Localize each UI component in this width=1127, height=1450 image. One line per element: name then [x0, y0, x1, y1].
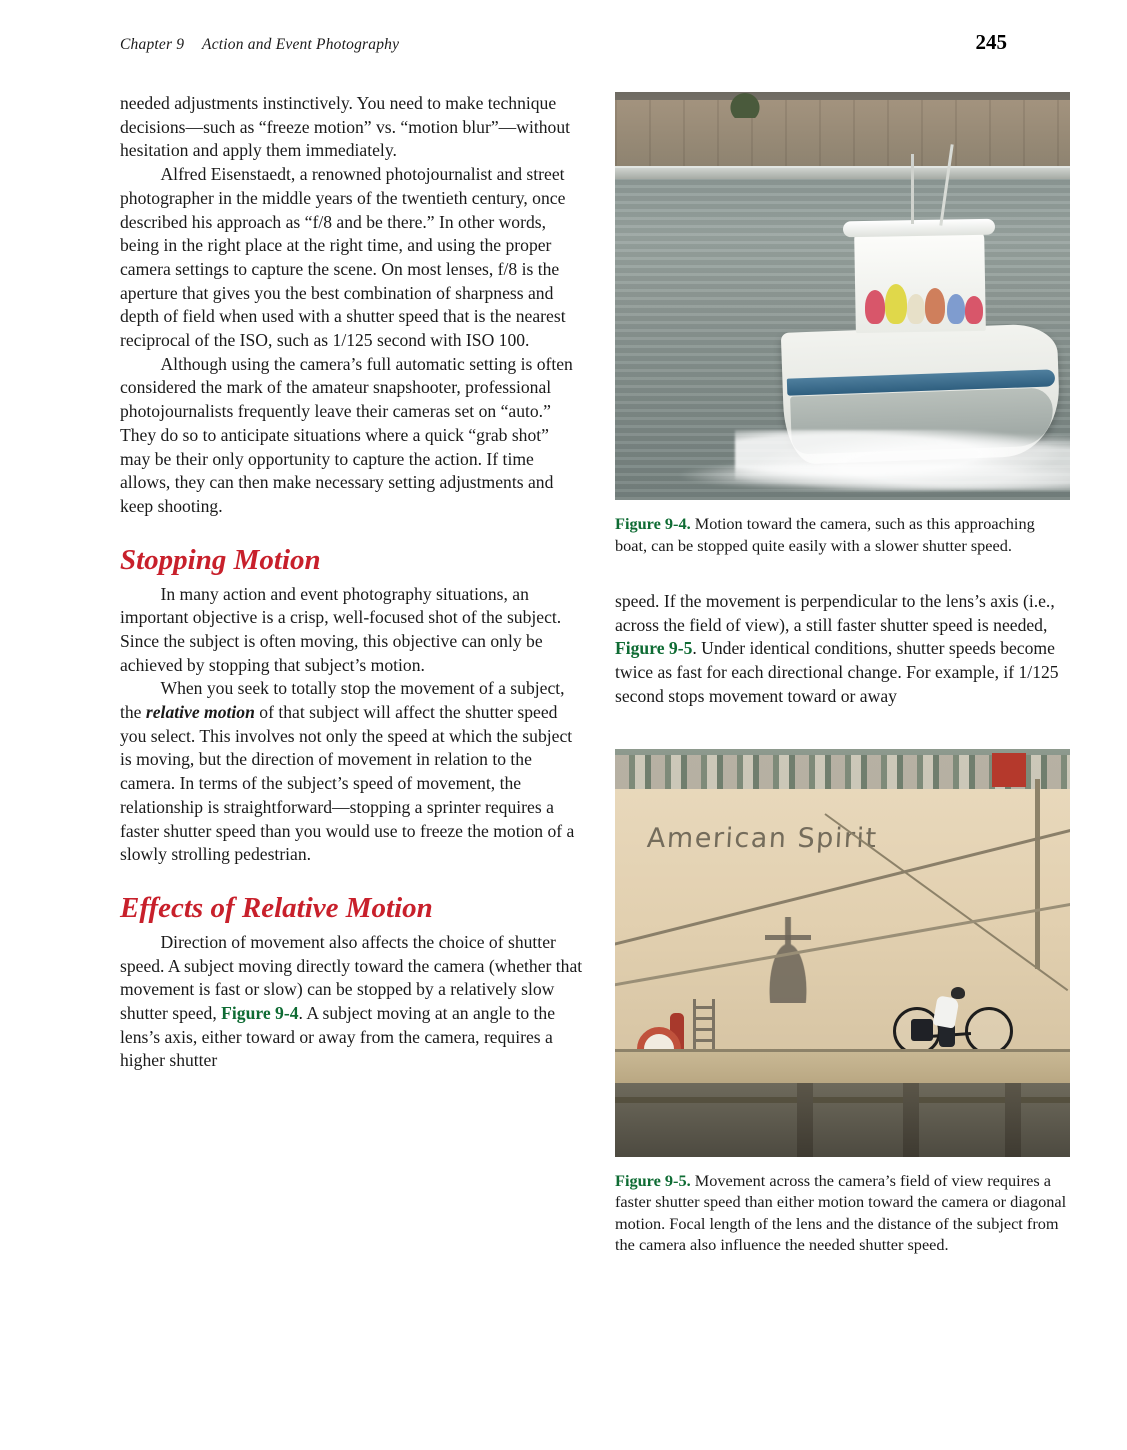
dock-piling — [1005, 1083, 1021, 1157]
figure-9-4-caption — [615, 513, 1070, 556]
boat-passengers — [863, 280, 991, 334]
caption-text: Movement across the camera’s field of view requires a faster shutter speed than either motion toward the camera or diagonal motion. Focal length of the lens and the distance of the subject from the camera also influence the needed shutter speed. — [615, 1170, 1067, 1255]
ship-name-lettering: American Spirit — [646, 822, 879, 854]
body-paragraph-direction — [120, 931, 583, 1073]
left-text-column — [120, 92, 583, 1073]
paragraph-text-part: of that subject will affect the shutter speed you select. This involves not only the speed at which the subject is moving, but the direction of movement in relation to the camera. In terms of the subject’s speed of movement, the relationship is straightforward—stopping a sprinter requires a faster shutter speed than you would use to freeze the motion of a slowly strolling pedestrian. — [120, 702, 575, 865]
anchor-crossbar — [765, 935, 811, 940]
caption-text: Motion toward the camera, such as this approaching boat, can be stopped quite easily with a slower shutter speed. — [615, 514, 1035, 555]
section-heading-effects-of-relative-motion: Effects of Relative Motion — [120, 891, 433, 924]
section-heading-stopping-motion: Stopping Motion — [120, 543, 321, 576]
body-paragraph-relative-motion — [120, 677, 583, 867]
figure-reference-9-4[interactable]: Figure 9-4 — [221, 1002, 299, 1023]
body-paragraph-continued — [615, 590, 1070, 709]
paragraph-text-part: speed. If the movement is perpendicular to the lens’s axis (i.e., across the field of view), a still faster shutter speed is needed, — [615, 591, 1055, 635]
boat-canopy — [843, 219, 995, 238]
dock-piling — [797, 1083, 813, 1157]
chapter-title: Action and Event Photography — [202, 36, 400, 53]
figure-9-5 — [615, 749, 1070, 1256]
rider-torso — [933, 995, 960, 1028]
red-deck-container — [992, 753, 1026, 787]
photo-approaching-boat — [615, 92, 1070, 500]
caption-label: Figure 9-5. — [615, 1170, 691, 1190]
body-paragraph: needed adjustments instinctively. You need to make technique decisions—such as “freeze motion” vs. “motion blur”—without hesitation and apply them immediately. — [120, 93, 570, 161]
under-dock-shadow — [615, 1083, 1070, 1157]
paragraph-text-part: . A subject moving at an angle to the lens’s axis, either toward or away from the camera, requires a higher shutter — [120, 1002, 556, 1071]
body-paragraph: Alfred Eisenstaedt, a renowned photojournalist and street photographer in the middle years of the twentieth century, once described his approach as “f/8 and be there.” In other words, being in the right place at the right time, and using the proper camera settings to capture the scene. On most lenses, f/8 is the aperture that gives you the best combination of sharpness and depth of field when used with a shutter speed that is the nearest reciprocal of the ISO, such as 1/125 second with ISO 100. — [120, 164, 566, 351]
boat-mast — [911, 154, 914, 224]
bicycle-pannier — [911, 1019, 933, 1041]
body-paragraph: In many action and event photography situations, an important objective is a crisp, well-focused shot of the subject. Since the subject is often moving, this objective can only be achieved by stopping that subject’s motion. — [120, 583, 562, 675]
chapter-number: Chapter 9 — [120, 36, 185, 53]
caption-label: Figure 9-4. — [615, 514, 691, 533]
boat-wake — [675, 464, 1070, 492]
rider-head — [951, 987, 965, 999]
body-paragraph: Although using the camera’s full automatic setting is often considered the mark of the amateur snapshooter, professional photojournalists frequently leave their cameras set on “auto.” They do so to anticipate situations where a quick “grab shot” may be their only opportunity to capture the action. If time allows, they can then make necessary setting adjustments and keep shooting. — [120, 353, 573, 516]
dock-edge-beam — [615, 1097, 1070, 1103]
ship-anchor — [759, 917, 817, 1003]
figure-reference-9-5[interactable]: Figure 9-5 — [615, 638, 693, 659]
photo-cyclist-passing-ship — [615, 749, 1070, 1157]
key-term-relative-motion: relative motion — [145, 702, 255, 723]
dock-surface — [615, 1049, 1070, 1086]
cyclist — [893, 971, 1013, 1055]
right-figure-column — [615, 92, 1070, 1256]
running-head — [120, 30, 1007, 55]
dock-post — [1035, 779, 1040, 969]
page-number: 245 — [975, 30, 1007, 54]
figure-9-4 — [615, 92, 1070, 556]
dock-piling — [903, 1083, 919, 1157]
paragraph-text-part: . Under identical conditions, shutter speeds become twice as fast for each directional change. For example, if 1/125 second stops movement toward or away — [615, 638, 1059, 706]
wall-texture — [615, 100, 1070, 166]
dock-ladder — [693, 999, 715, 1053]
paragraph-text-part: Direction of movement also affects the choice of shutter speed. A subject moving directly toward the camera (whether that movement is fast or slow) can be stopped by a relatively slow shutter speed, — [120, 931, 583, 1023]
paragraph-text-part: When you seek to totally stop the movement of a subject, the — [120, 678, 565, 723]
tree-shape — [727, 92, 763, 118]
figure-9-5-caption — [615, 1170, 1070, 1256]
chapter-label — [120, 36, 399, 54]
bicycle-front-wheel — [965, 1007, 1013, 1055]
